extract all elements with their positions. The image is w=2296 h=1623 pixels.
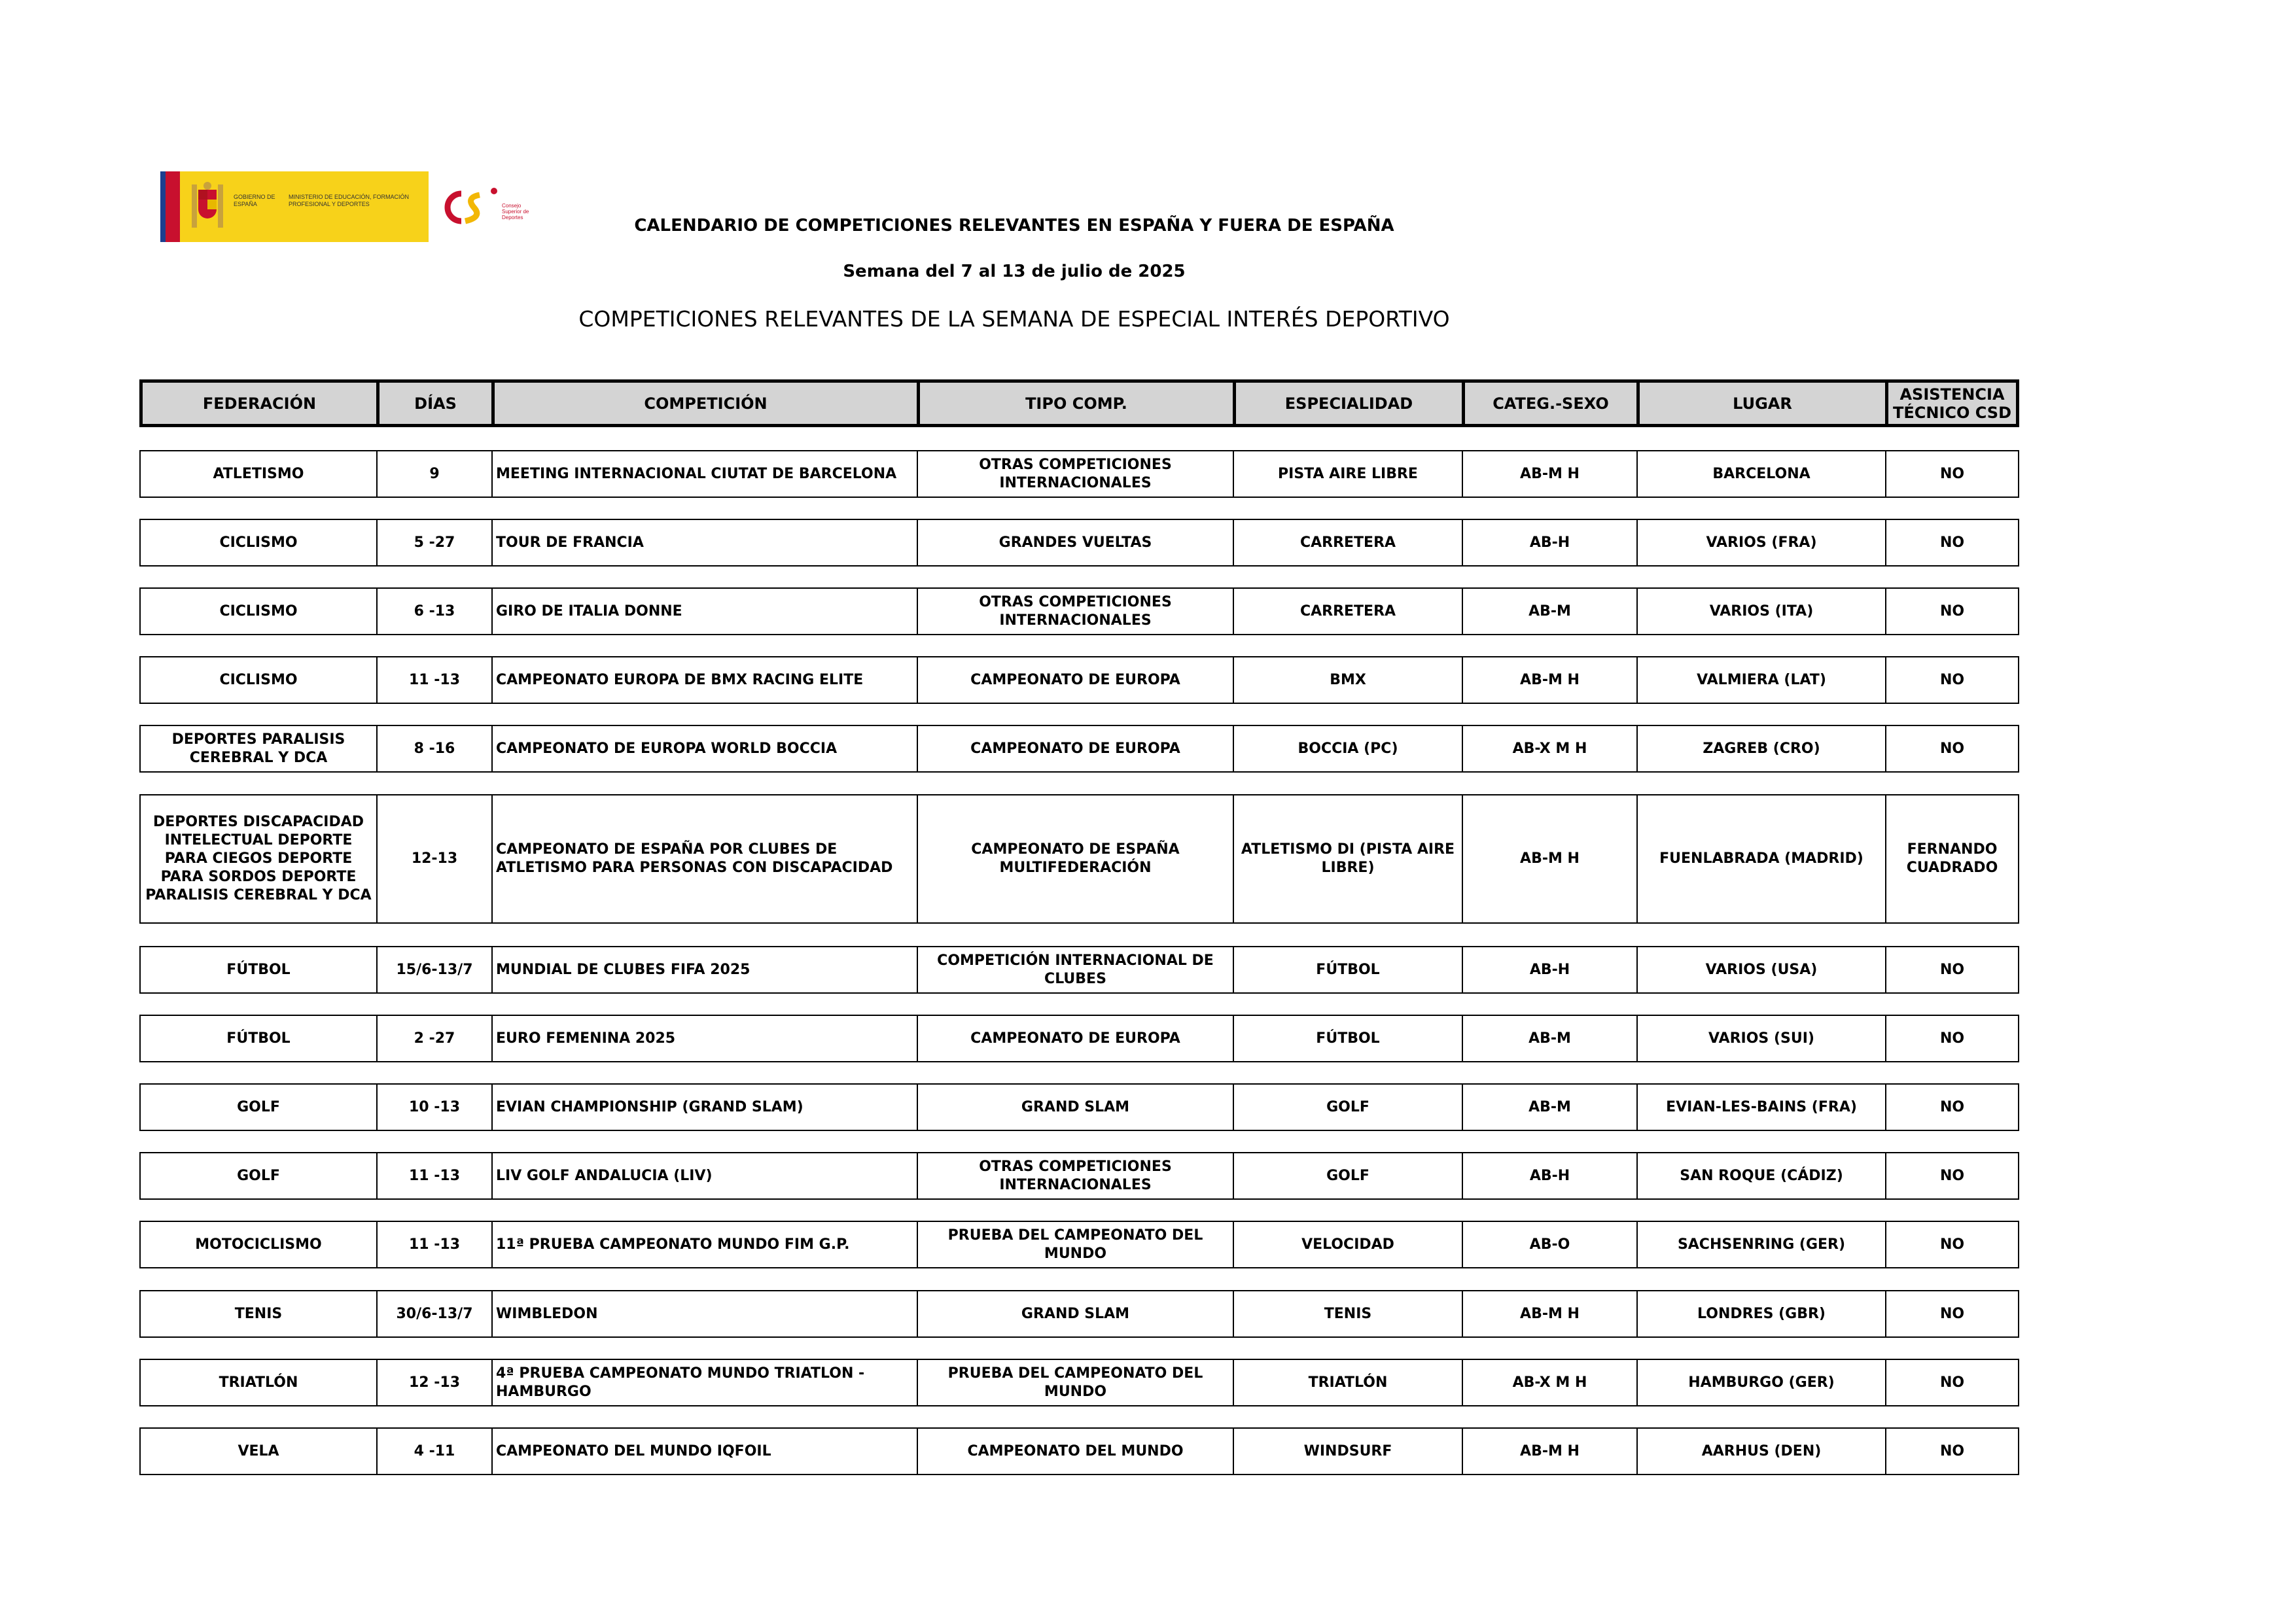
cell-categ: AB-M xyxy=(1463,1016,1638,1061)
ministry-logo-text: MINISTERIO DE EDUCACIÓN, FORMACIÓN PROFESIONAL Y DEPORTES xyxy=(289,194,410,207)
table-row xyxy=(139,1427,2019,1475)
cell-tipo: GRAND SLAM xyxy=(918,1291,1234,1336)
cell-dias: 12 -13 xyxy=(378,1360,493,1405)
cell-categ: AB-X M H xyxy=(1463,1360,1638,1405)
cell-dias: 30/6-13/7 xyxy=(378,1291,493,1336)
cell-lugar: VARIOS (FRA) xyxy=(1638,520,1886,565)
column-header-especialidad: ESPECIALIDAD xyxy=(1236,383,1465,424)
table-row xyxy=(139,1152,2019,1200)
cell-especialidad: TRIATLÓN xyxy=(1234,1360,1463,1405)
table-row xyxy=(139,1290,2019,1338)
cell-tipo: CAMPEONATO DE EUROPA xyxy=(918,657,1234,703)
table-row xyxy=(139,725,2019,773)
column-header-federacion: FEDERACIÓN xyxy=(143,383,380,424)
table-row xyxy=(139,1359,2019,1406)
gov-logo-text: GOBIERNO DE ESPAÑA xyxy=(234,194,275,207)
cell-competicion: MUNDIAL DE CLUBES FIFA 2025 xyxy=(493,947,918,992)
cell-tipo: CAMPEONATO DE EUROPA xyxy=(918,726,1234,771)
cell-categ: AB-M H xyxy=(1463,451,1638,497)
cell-categ: AB-O xyxy=(1463,1222,1638,1267)
cell-lugar: VARIOS (SUI) xyxy=(1638,1016,1886,1061)
cell-lugar: VARIOS (ITA) xyxy=(1638,589,1886,634)
cell-especialidad: GOLF xyxy=(1234,1153,1463,1198)
cell-competicion: CAMPEONATO DE EUROPA WORLD BOCCIA xyxy=(493,726,918,771)
csd-logo-text: Consejo Superior de Deportes xyxy=(502,203,529,220)
cell-competicion: CAMPEONATO DE ESPAÑA POR CLUBES DE ATLETISMO PARA PERSONAS CON DISCAPACIDAD xyxy=(493,795,918,922)
cell-especialidad: WINDSURF xyxy=(1234,1429,1463,1474)
column-header-lugar: LUGAR xyxy=(1640,383,1888,424)
cell-federacion: FÚTBOL xyxy=(141,947,378,992)
week-label: Semana del 7 al 13 de julio de 2025 xyxy=(843,262,1186,281)
cell-dias: 9 xyxy=(378,451,493,497)
cell-federacion: DEPORTES DISCAPACIDAD INTELECTUAL DEPORTE PARA CIEGOS DEPORTE PARA SORDOS DEPORTE PARALISIS CEREBRAL Y DCA xyxy=(141,795,378,922)
cell-lugar: AARHUS (DEN) xyxy=(1638,1429,1886,1474)
cell-especialidad: TENIS xyxy=(1234,1291,1463,1336)
table-row xyxy=(139,1221,2019,1268)
cell-tipo: PRUEBA DEL CAMPEONATO DEL MUNDO xyxy=(918,1360,1234,1405)
cell-dias: 6 -13 xyxy=(378,589,493,634)
cell-federacion: TENIS xyxy=(141,1291,378,1336)
cell-categ: AB-M H xyxy=(1463,1429,1638,1474)
cell-especialidad: BMX xyxy=(1234,657,1463,703)
cell-especialidad: CARRETERA xyxy=(1234,520,1463,565)
cell-asistencia: NO xyxy=(1939,671,1965,688)
cell-tipo: CAMPEONATO DE EUROPA xyxy=(918,1016,1234,1061)
cell-dias: 2 -27 xyxy=(378,1016,493,1061)
cell-competicion: 4ª PRUEBA CAMPEONATO MUNDO TRIATLON - HAMBURGO xyxy=(493,1360,918,1405)
cell-dias: 4 -11 xyxy=(378,1429,493,1474)
cell-especialidad: BOCCIA (PC) xyxy=(1234,726,1463,771)
cell-categ: AB-M H xyxy=(1463,657,1638,703)
cell-lugar: BARCELONA xyxy=(1638,451,1886,497)
cell-dias: 5 -27 xyxy=(378,520,493,565)
table-row xyxy=(139,450,2019,498)
cell-tipo: OTRAS COMPETICIONES INTERNACIONALES xyxy=(918,589,1234,634)
cell-competicion: 11ª PRUEBA CAMPEONATO MUNDO FIM G.P. xyxy=(493,1222,918,1267)
cell-federacion: FÚTBOL xyxy=(141,1016,378,1061)
cell-asistencia: NO xyxy=(1939,1167,1965,1184)
cell-tipo: OTRAS COMPETICIONES INTERNACIONALES xyxy=(918,1153,1234,1198)
cell-lugar: EVIAN-LES-BAINS (FRA) xyxy=(1638,1085,1886,1130)
column-header-tipo: TIPO COMP. xyxy=(920,383,1236,424)
cell-competicion: CAMPEONATO DEL MUNDO IQFOIL xyxy=(493,1429,918,1474)
cell-categ: AB-M xyxy=(1463,589,1638,634)
cell-tipo: CAMPEONATO DE ESPAÑA MULTIFEDERACIÓN xyxy=(918,795,1234,922)
cell-competicion: WIMBLEDON xyxy=(493,1291,918,1336)
cell-especialidad: VELOCIDAD xyxy=(1234,1222,1463,1267)
cell-federacion: GOLF xyxy=(141,1153,378,1198)
page-title: CALENDARIO DE COMPETICIONES RELEVANTES EN ESPAÑA Y FUERA DE ESPAÑA xyxy=(634,216,1394,236)
cell-competicion: LIV GOLF ANDALUCIA (LIV) xyxy=(493,1153,918,1198)
cell-dias: 10 -13 xyxy=(378,1085,493,1130)
cell-lugar: HAMBURGO (GER) xyxy=(1638,1360,1886,1405)
cell-lugar: VARIOS (USA) xyxy=(1638,947,1886,992)
cell-especialidad: FÚTBOL xyxy=(1234,1016,1463,1061)
cell-competicion: MEETING INTERNACIONAL CIUTAT DE BARCELONA xyxy=(493,451,918,497)
cell-federacion: TRIATLÓN xyxy=(141,1360,378,1405)
cell-federacion: CICLISMO xyxy=(141,657,378,703)
cell-dias: 8 -16 xyxy=(378,726,493,771)
cell-competicion: EVIAN CHAMPIONSHIP (GRAND SLAM) xyxy=(493,1085,918,1130)
cell-lugar: SAN ROQUE (CÁDIZ) xyxy=(1638,1153,1886,1198)
cell-asistencia: NO xyxy=(1939,1305,1965,1322)
cell-categ: AB-M H xyxy=(1463,795,1638,922)
cell-federacion: ATLETISMO xyxy=(141,451,378,497)
cell-dias: 11 -13 xyxy=(378,1153,493,1198)
cell-competicion: GIRO DE ITALIA DONNE xyxy=(493,589,918,634)
cell-categ: AB-X M H xyxy=(1463,726,1638,771)
cell-dias: 11 -13 xyxy=(378,657,493,703)
cell-categ: AB-M xyxy=(1463,1085,1638,1130)
cell-lugar: VALMIERA (LAT) xyxy=(1638,657,1886,703)
cell-especialidad: GOLF xyxy=(1234,1085,1463,1130)
cell-categ: AB-H xyxy=(1463,947,1638,992)
table-row xyxy=(139,1015,2019,1062)
cell-lugar: FUENLABRADA (MADRID) xyxy=(1638,795,1886,922)
table-header xyxy=(139,379,2019,427)
cell-asistencia: NO xyxy=(1939,465,1965,482)
cell-tipo: GRAND SLAM xyxy=(918,1085,1234,1130)
cell-tipo: PRUEBA DEL CAMPEONATO DEL MUNDO xyxy=(918,1222,1234,1267)
column-header-asistencia: ASISTENCIA TÉCNICO CSD xyxy=(1892,385,2012,422)
cell-categ: AB-H xyxy=(1463,520,1638,565)
cell-dias: 15/6-13/7 xyxy=(378,947,493,992)
cell-tipo: COMPETICIÓN INTERNACIONAL DE CLUBES xyxy=(918,947,1234,992)
table-row xyxy=(139,794,2019,924)
cell-federacion: CICLISMO xyxy=(141,520,378,565)
cell-asistencia: FERNANDO CUADRADO xyxy=(1906,841,1998,876)
cell-especialidad: ATLETISMO DI (PISTA AIRE LIBRE) xyxy=(1234,795,1463,922)
section-subtitle: COMPETICIONES RELEVANTES DE LA SEMANA DE ESPECIAL INTERÉS DEPORTIVO xyxy=(578,306,1450,332)
cell-tipo: CAMPEONATO DEL MUNDO xyxy=(918,1429,1234,1474)
table-row xyxy=(139,519,2019,567)
cell-asistencia: NO xyxy=(1939,1236,1965,1253)
cell-asistencia: NO xyxy=(1939,1030,1965,1047)
cell-federacion: MOTOCICLISMO xyxy=(141,1222,378,1267)
table-row xyxy=(139,1083,2019,1131)
cell-especialidad: CARRETERA xyxy=(1234,589,1463,634)
cell-tipo: GRANDES VUELTAS xyxy=(918,520,1234,565)
cell-lugar: SACHSENRING (GER) xyxy=(1638,1222,1886,1267)
cell-federacion: VELA xyxy=(141,1429,378,1474)
cell-asistencia: NO xyxy=(1939,1442,1965,1459)
cell-tipo: OTRAS COMPETICIONES INTERNACIONALES xyxy=(918,451,1234,497)
cell-asistencia: NO xyxy=(1939,602,1965,620)
cell-especialidad: PISTA AIRE LIBRE xyxy=(1234,451,1463,497)
table-row xyxy=(139,587,2019,635)
cell-competicion: EURO FEMENINA 2025 xyxy=(493,1016,918,1061)
table-row xyxy=(139,946,2019,994)
cell-categ: AB-H xyxy=(1463,1153,1638,1198)
cell-asistencia: NO xyxy=(1939,1098,1965,1115)
table-row xyxy=(139,656,2019,704)
cell-especialidad: FÚTBOL xyxy=(1234,947,1463,992)
cell-federacion: CICLISMO xyxy=(141,589,378,634)
column-header-dias: DÍAS xyxy=(380,383,495,424)
column-header-categ: CATEG.-SEXO xyxy=(1465,383,1640,424)
column-header-competicion: COMPETICIÓN xyxy=(495,383,920,424)
cell-asistencia: NO xyxy=(1939,1374,1965,1391)
cell-dias: 12-13 xyxy=(378,795,493,922)
cell-federacion: DEPORTES PARALISIS CEREBRAL Y DCA xyxy=(141,726,378,771)
cell-dias: 11 -13 xyxy=(378,1222,493,1267)
cell-competicion: TOUR DE FRANCIA xyxy=(493,520,918,565)
cell-categ: AB-M H xyxy=(1463,1291,1638,1336)
cell-asistencia: NO xyxy=(1939,740,1965,757)
cell-lugar: ZAGREB (CRO) xyxy=(1638,726,1886,771)
cell-lugar: LONDRES (GBR) xyxy=(1638,1291,1886,1336)
cell-asistencia: NO xyxy=(1939,961,1965,978)
cell-competicion: CAMPEONATO EUROPA DE BMX RACING ELITE xyxy=(493,657,918,703)
cell-asistencia: NO xyxy=(1939,534,1965,551)
cell-federacion: GOLF xyxy=(141,1085,378,1130)
